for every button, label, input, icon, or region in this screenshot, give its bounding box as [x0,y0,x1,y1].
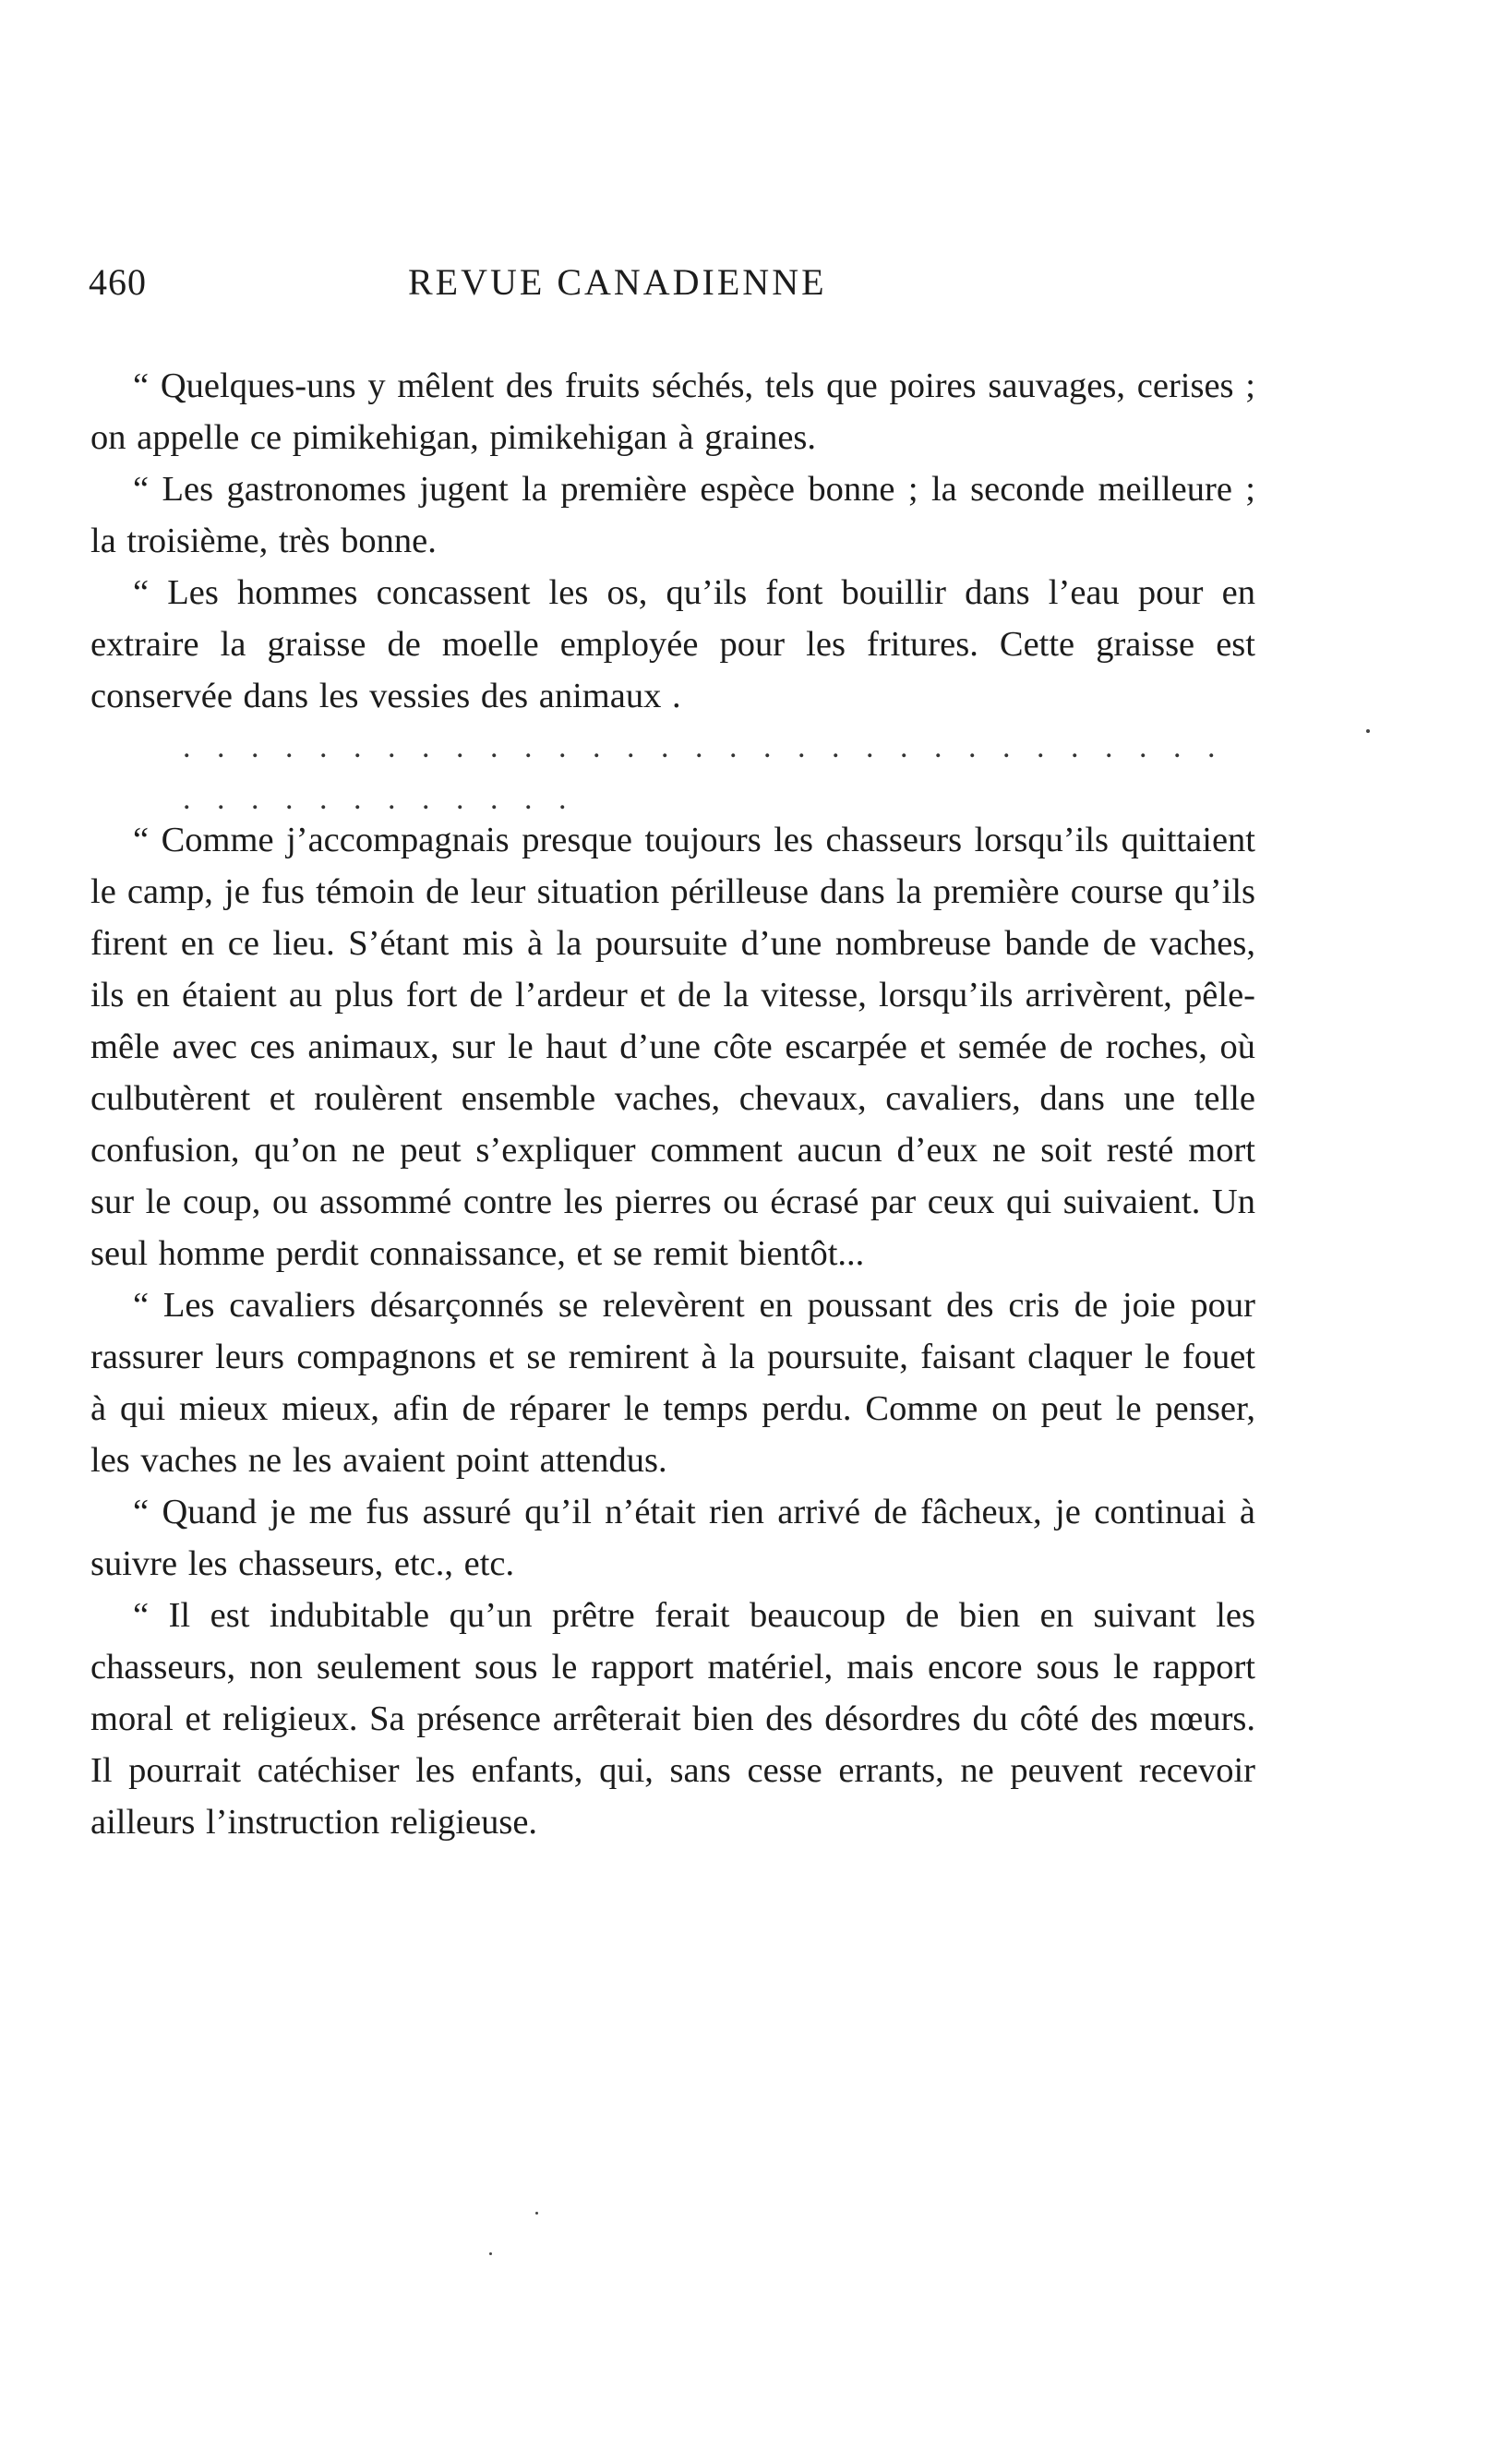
scan-speck [535,2212,538,2215]
journal-title: REVUE CANADIENNE [408,261,827,303]
scan-speck [1366,729,1370,733]
paragraph-cavaliers: “ Les cavaliers désarçonnés se relevèrent en poussant des cris de joie pour rassurer leurs compagnons et se remirent à la poursuite, faisant claquer le fouet à qui mieux mieux, afin de réparer le temps perdu. Comme on peut le penser, les vaches ne les avaient point attendus. [90,1286,1255,1480]
omission-row [90,722,1255,814]
scan-speck [489,2252,492,2255]
paragraph-gastronomes: “ Les gastronomes jugent la première espèce bonne ; la seconde meilleure ; la troisième, très bonne. [90,470,1255,560]
body-text [90,360,1255,1848]
running-header [89,260,1279,316]
page-number: 460 [89,261,147,303]
omission-ellipsis: . . . . . . . . . . . . . . . . . . . . . . . . . . . . . . . . . . . . . . . . . . . [183,730,1225,816]
paragraph-course: “ Comme j’accompagnais presque toujours les chasseurs lorsqu’ils quittaient le camp, je fus témoin de leur situation périlleuse dans la première course qu’ils firent en ce lieu. S’étant mis à la poursuite d’une nombreuse bande de vaches, ils en étaient au plus fort de l’ardeur et de la vitesse, lorsqu’ils arrivèrent, pêle-mêle avec ces animaux, sur le haut d’une côte escarpée et semée de roches, où culbutèrent et roulèrent ensemble vaches, chevaux, cavaliers, dans une telle confusion, qu’on ne peut s’expliquer comment aucun d’eux ne soit resté mort sur le coup, ou assommé contre les pierres ou écrasé par ceux qui suivaient. Un seul homme perdit connaissance, et se remit bientôt... [90,821,1255,1273]
paragraph-pretre: “ Il est indubitable qu’un prêtre ferait beaucoup de bien en suivant les chasseurs, non seulement sous le rapport matériel, mais encore sous le rapport moral et religieux. Sa présence arrêterait bien des désordres du côté des mœurs. Il pourrait catéchiser les enfants, qui, sans cesse errants, ne peuvent recevoir ailleurs l’instruction religieuse. [90,1596,1255,1842]
paragraph-fruits: “ Quelques-uns y mêlent des fruits séchés, tels que poires sauvages, cerises ; on appelle ce pimikehigan, pimikehigan à graines. [90,366,1255,457]
paragraph-assure: “ Quand je me fus assuré qu’il n’était rien arrivé de fâcheux, je continuai à suivre les chasseurs, etc., etc. [90,1493,1255,1583]
paragraph-graisse: “ Les hommes concassent les os, qu’ils font bouillir dans l’eau pour en extraire la graisse de moelle employée pour les fritures. Cette graisse est conservée dans les vessies des animaux . [90,573,1255,715]
